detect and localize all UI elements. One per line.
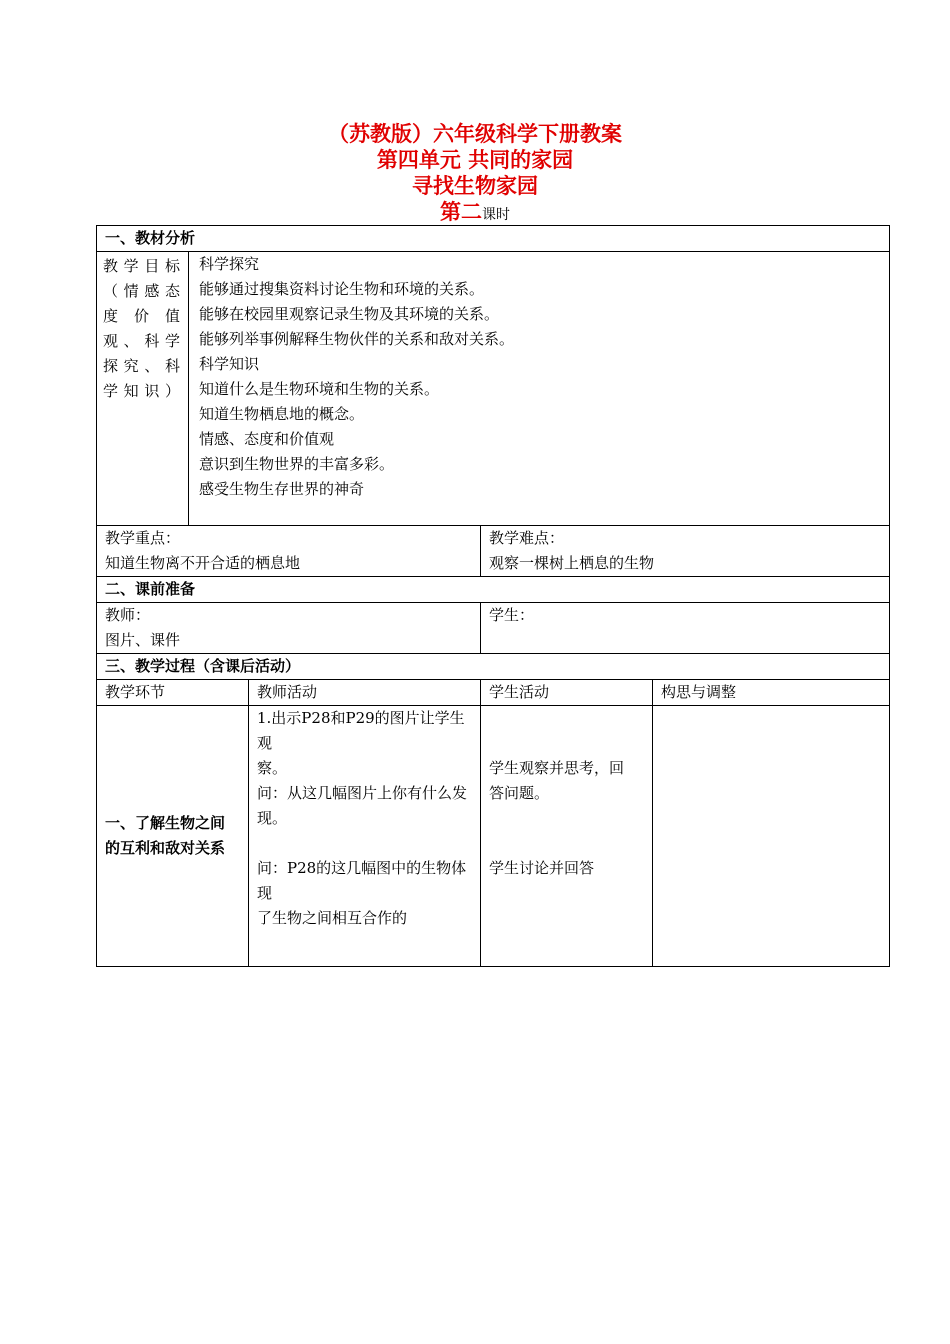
stage-line: 一、了解生物之间 — [105, 814, 226, 832]
section2-header: 二、课前准备 — [97, 577, 890, 603]
student-activity-line — [489, 806, 644, 831]
student-activity-line — [489, 731, 644, 756]
student-activity-line: 学生观察并思考，回 — [489, 759, 625, 777]
student-activity-line: 学生讨论并回答 — [489, 859, 595, 877]
teacher-activity-line: 了生物之间相互合作的 — [257, 909, 408, 927]
section3-header: 三、教学过程（含课后活动） — [97, 654, 890, 680]
goal-line: 能够通过搜集资料讨论生物和环境的关系。 — [199, 280, 485, 298]
stage-line: 的互利和敌对关系 — [105, 839, 226, 857]
teacher-activity-line — [257, 831, 472, 856]
stage-cell — [97, 706, 249, 967]
student-activity-line — [489, 831, 644, 856]
teacher-activity-line: 问：P28的这几幅图中的生物体现 — [257, 859, 467, 902]
teacher-prep-text: 图片、课件 — [105, 631, 181, 649]
goal-line: 知道什么是生物环境和生物的关系。 — [199, 380, 440, 398]
teacher-activity-cell — [249, 706, 481, 967]
student-activity-cell — [481, 706, 653, 967]
student-activity-line — [489, 706, 644, 731]
col-header-stage: 教学环节 — [97, 680, 249, 706]
difficulty-text: 观察一棵树上栖息的生物 — [489, 554, 655, 572]
lesson-plan-table — [96, 225, 890, 967]
doc-title: （苏教版）六年级科学下册教案 — [328, 121, 622, 146]
goal-content — [189, 252, 890, 526]
col-header-teacher: 教师活动 — [249, 680, 481, 706]
teacher-activity-line: 1.出示P28和P29的图片让学生观 — [257, 709, 465, 752]
section1-header: 一、教材分析 — [97, 226, 890, 252]
goal-line: 意识到生物世界的丰富多彩。 — [199, 455, 395, 473]
student-prep-label: 学生： — [489, 606, 535, 624]
goal-line: 能够在校园里观察记录生物及其环境的关系。 — [199, 305, 500, 323]
goal-line: 情感、态度和价值观 — [199, 430, 335, 448]
lesson-title: 寻找生物家园 — [412, 173, 538, 198]
title-block — [0, 121, 950, 228]
student-prep-cell — [481, 603, 890, 654]
goal-line: 科学知识 — [199, 355, 260, 373]
unit-title: 第四单元 共同的家园 — [376, 147, 574, 172]
col-header-notes: 构思与调整 — [653, 680, 890, 706]
difficulty-label: 教学难点： — [489, 529, 565, 547]
goal-label: 教学目标 （情感态 度 价 值 观、科学 探究、科 学知识） — [97, 252, 189, 526]
period-number: 第二 — [440, 199, 482, 224]
col-header-student: 学生活动 — [481, 680, 653, 706]
period-unit: 课时 — [482, 207, 510, 223]
goal-line: 知道生物栖息地的概念。 — [199, 405, 365, 423]
period-title — [0, 199, 950, 228]
goal-line: 感受生物生存世界的神奇 — [199, 480, 365, 498]
teacher-prep-cell — [97, 603, 481, 654]
goal-line: 科学探究 — [199, 255, 260, 273]
teacher-activity-line: 察。 — [257, 759, 288, 777]
key-point-label: 教学重点： — [105, 529, 181, 547]
teacher-prep-label: 教师： — [105, 606, 151, 624]
goal-line: 能够列举事例解释生物伙伴的关系和敌对关系。 — [199, 330, 515, 348]
key-point-text: 知道生物离不开合适的栖息地 — [105, 554, 301, 572]
student-activity-line: 答问题。 — [489, 784, 550, 802]
teacher-activity-line: 问：从这几幅图片上你有什么发 — [257, 784, 468, 802]
teacher-activity-line: 现。 — [257, 809, 288, 827]
difficulty-cell — [481, 526, 890, 577]
key-point-cell — [97, 526, 481, 577]
notes-cell — [653, 706, 890, 967]
